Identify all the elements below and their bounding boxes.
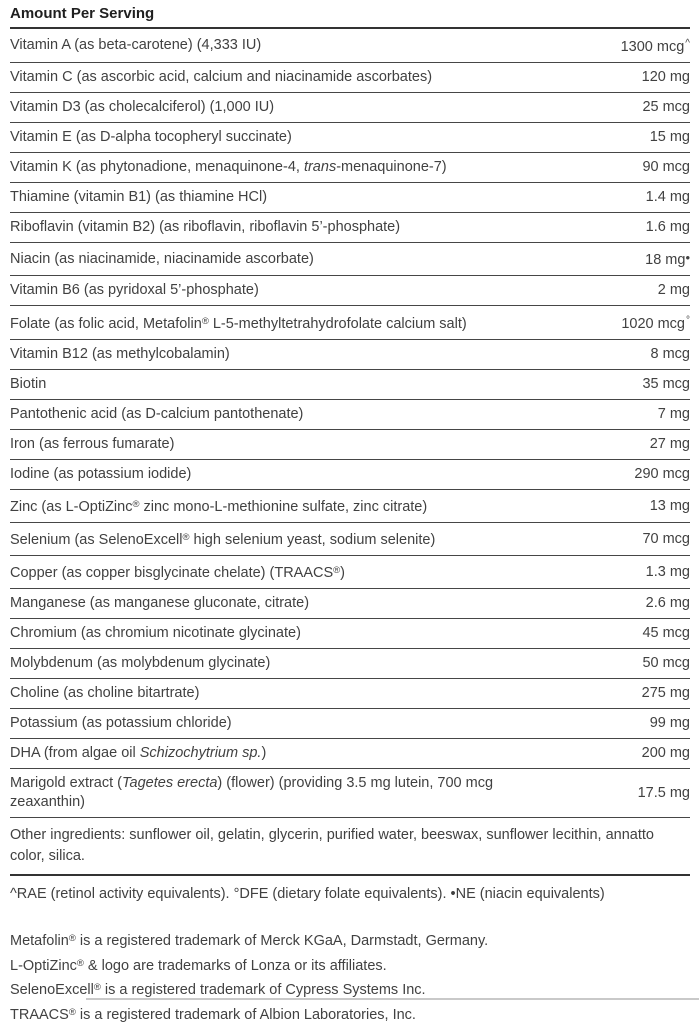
registered-mark: ® — [77, 958, 84, 969]
amount-text: 1.6 mg — [646, 219, 690, 235]
ingredient-label — [10, 250, 328, 269]
table-row — [10, 153, 690, 183]
ingredient-label — [10, 495, 441, 517]
amount-text: 1020 mcg — [621, 316, 685, 332]
amount-text: 8 mcg — [651, 346, 691, 362]
registered-mark: ® — [182, 532, 189, 543]
trademark-line — [10, 928, 690, 953]
amount-text: 70 mcg — [642, 531, 690, 547]
label-text: Vitamin B12 (as methylcobalamin) — [10, 346, 230, 362]
trademark-line — [10, 953, 690, 978]
ingredient-label — [10, 375, 60, 394]
ingredient-label — [10, 68, 446, 87]
amount-text: 17.5 mg — [638, 785, 690, 801]
ingredient-label — [10, 684, 213, 703]
table-row — [10, 589, 690, 619]
label-text: Selenium (as SelenoExcell — [10, 532, 182, 548]
ingredient-label — [10, 128, 306, 147]
amount-value — [621, 34, 690, 57]
amount-text: 99 mg — [650, 715, 690, 731]
ingredient-label — [10, 774, 562, 812]
amount-value — [650, 128, 690, 147]
amount-text: 15 mg — [650, 129, 690, 145]
amount-value — [642, 68, 690, 87]
label-text: Iodine (as potassium iodide) — [10, 466, 191, 482]
label-text: is a registered trademark of Albion Laboratories, Inc. — [76, 1007, 416, 1023]
label-text: is a registered trademark of Cypress Systems Inc. — [101, 982, 426, 998]
amount-value — [634, 465, 690, 484]
label-text: Vitamin C (as ascorbic acid, calcium and niacinamide ascorbates) — [10, 69, 432, 85]
amount-per-serving-header: Amount Per Serving — [10, 0, 690, 29]
amount-text: 27 mg — [650, 436, 690, 452]
other-ingredients-text: Other ingredients: sunflower oil, gelatin, glycerin, purified water, beeswax, sunflower lecithin, annatto color, silica. — [10, 818, 690, 876]
label-text: SelenoExcell — [10, 982, 94, 998]
registered-mark: ® — [69, 1007, 76, 1018]
table-row — [10, 340, 690, 370]
amount-value — [642, 654, 690, 673]
ingredient-label — [10, 405, 317, 424]
amount-text: 1.4 mg — [646, 189, 690, 205]
label-text: Iron (as ferrous fumarate) — [10, 436, 174, 452]
table-row — [10, 679, 690, 709]
label-text: Chromium (as chromium nicotinate glycinate) — [10, 625, 301, 641]
amount-value — [658, 281, 690, 300]
amount-text: 200 mg — [642, 745, 690, 761]
amount-text: 2 mg — [658, 282, 690, 298]
footnote-mark: ° — [686, 315, 690, 326]
ingredient-label — [10, 561, 359, 583]
table-row — [10, 739, 690, 769]
ingredient-label — [10, 312, 481, 334]
footnote-mark: • — [685, 250, 690, 265]
ingredient-label — [10, 624, 315, 643]
amount-text: 45 mcg — [642, 625, 690, 641]
footnote-legend: ^RAE (retinol activity equivalents). °DFE (dietary folate equivalents). •NE (niacin equivalents) — [10, 876, 690, 904]
amount-value — [642, 684, 690, 703]
table-row — [10, 276, 690, 306]
ingredient-label — [10, 36, 275, 55]
amount-text: 35 mcg — [642, 376, 690, 392]
label-text: Vitamin A (as beta-carotene) (4,333 IU) — [10, 37, 261, 53]
label-text: Marigold extract ( — [10, 775, 122, 791]
ingredient-label — [10, 714, 246, 733]
ingredient-label — [10, 188, 281, 207]
amount-value — [642, 98, 690, 117]
amount-value — [642, 624, 690, 643]
amount-text: 1300 mcg — [621, 39, 685, 55]
table-row — [10, 619, 690, 649]
amount-value — [650, 714, 690, 733]
table-row — [10, 460, 690, 490]
amount-text: 1.3 mg — [646, 564, 690, 580]
label-text: Pantothenic acid (as D-calcium pantothenate) — [10, 406, 303, 422]
table-row — [10, 769, 690, 818]
label-text: ) — [261, 745, 266, 761]
label-text: TRAACS — [10, 1007, 69, 1023]
trademark-lines — [10, 928, 690, 1026]
label-text: Choline (as choline bitartrate) — [10, 685, 199, 701]
amount-text: 50 mcg — [642, 655, 690, 671]
ingredient-label — [10, 744, 280, 763]
amount-text: 25 mcg — [642, 99, 690, 115]
ingredient-label — [10, 465, 205, 484]
label-text: zinc mono-L-methionine sulfate, zinc citrate) — [139, 499, 427, 515]
label-text: L-5-methyltetrahydrofolate calcium salt) — [209, 316, 467, 332]
ingredient-label — [10, 218, 414, 237]
table-row — [10, 430, 690, 460]
amount-text: 13 mg — [650, 498, 690, 514]
amount-value — [638, 784, 690, 803]
amount-value — [651, 345, 691, 364]
amount-value — [642, 530, 690, 549]
supplement-rows — [10, 29, 690, 818]
label-text: L-OptiZinc — [10, 958, 77, 974]
amount-value — [646, 563, 690, 582]
amount-text: 7 mg — [658, 406, 690, 422]
table-row — [10, 243, 690, 276]
amount-text: 2.6 mg — [646, 595, 690, 611]
label-text: is a registered trademark of Merck KGaA, Darmstadt, Germany. — [76, 933, 488, 949]
table-row — [10, 123, 690, 153]
table-row — [10, 93, 690, 123]
amount-value — [642, 744, 690, 763]
amount-value — [646, 594, 690, 613]
amount-text: 18 mg — [645, 252, 685, 268]
amount-value — [650, 497, 690, 516]
amount-value — [650, 435, 690, 454]
label-text: Biotin — [10, 376, 46, 392]
table-row — [10, 709, 690, 739]
registered-mark: ® — [132, 499, 139, 510]
label-text: Tagetes erecta — [122, 775, 217, 791]
trademark-line — [10, 1002, 690, 1026]
label-text: Metafolin — [10, 933, 69, 949]
ingredient-label — [10, 594, 323, 613]
ingredient-label — [10, 654, 284, 673]
label-text: Vitamin K (as phytonadione, menaquinone-4, — [10, 159, 304, 175]
amount-text: 120 mg — [642, 69, 690, 85]
label-text: trans — [304, 159, 336, 175]
table-row — [10, 490, 690, 523]
amount-value — [658, 405, 690, 424]
amount-value — [642, 158, 690, 177]
label-text: -menaquinone-7) — [336, 159, 446, 175]
label-text: Zinc (as L-OptiZinc — [10, 499, 132, 515]
footnote-mark: ^ — [685, 38, 690, 49]
amount-text: 90 mcg — [642, 159, 690, 175]
ingredient-label — [10, 435, 188, 454]
ingredient-label — [10, 158, 461, 177]
label-text: ) — [340, 565, 345, 581]
label-text: Potassium (as potassium chloride) — [10, 715, 232, 731]
label-text: Folate (as folic acid, Metafolin — [10, 316, 202, 332]
amount-value — [645, 248, 690, 270]
label-text: Thiamine (vitamin B1) (as thiamine HCl) — [10, 189, 267, 205]
registered-mark: ® — [94, 982, 101, 993]
table-row — [10, 400, 690, 430]
registered-mark: ® — [69, 933, 76, 944]
amount-value — [642, 375, 690, 394]
amount-value — [621, 311, 690, 334]
label-text: Schizochytrium sp. — [140, 745, 262, 761]
label-text: DHA (from algae oil — [10, 745, 140, 761]
table-row — [10, 213, 690, 243]
label-text: Copper (as copper bisglycinate chelate) (TRAACS — [10, 565, 333, 581]
table-row — [10, 63, 690, 93]
table-row — [10, 183, 690, 213]
table-row — [10, 523, 690, 556]
label-text: Manganese (as manganese gluconate, citrate) — [10, 595, 309, 611]
label-text: Vitamin D3 (as cholecalciferol) (1,000 IU) — [10, 99, 274, 115]
label-text: Riboflavin (vitamin B2) (as riboflavin, riboflavin 5’-phosphate) — [10, 219, 400, 235]
ingredient-label — [10, 281, 273, 300]
amount-value — [646, 218, 690, 237]
table-row — [10, 370, 690, 400]
ingredient-label — [10, 345, 244, 364]
table-row — [10, 29, 690, 63]
label-text: high selenium yeast, sodium selenite) — [189, 532, 435, 548]
label-text: Vitamin E (as D-alpha tocopheryl succinate) — [10, 129, 292, 145]
registered-mark: ® — [333, 565, 340, 576]
table-row — [10, 649, 690, 679]
label-text: Vitamin B6 (as pyridoxal 5’-phosphate) — [10, 282, 259, 298]
amount-text: 275 mg — [642, 685, 690, 701]
registered-mark: ® — [202, 316, 209, 327]
ingredient-label — [10, 528, 449, 550]
label-text: & logo are trademarks of Lonza or its affiliates. — [84, 958, 387, 974]
amount-value — [646, 188, 690, 207]
label-text: ) (flower) (providing 3.5 mg lutein, 700 mcg zeaxanthin) — [10, 775, 493, 810]
ingredient-label — [10, 98, 288, 117]
table-row — [10, 306, 690, 340]
amount-text: 290 mcg — [634, 466, 690, 482]
label-text: Niacin (as niacinamide, niacinamide ascorbate) — [10, 251, 314, 267]
label-text: Molybdenum (as molybdenum glycinate) — [10, 655, 270, 671]
table-row — [10, 556, 690, 589]
